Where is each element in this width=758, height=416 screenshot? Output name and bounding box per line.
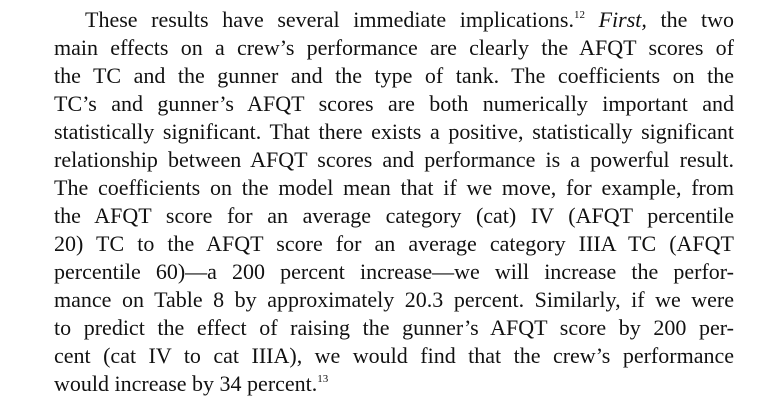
line-14-text: would increase by 34 percent. (54, 371, 318, 396)
text-line-13: cent (cat IV to cat IIIA), we would find that the crew’s performance (54, 343, 734, 368)
text-line-8: the AFQT score for an average category (cat) IV (AFQT percentile (54, 203, 734, 228)
text-line-7: The coefficients on the model mean that if we move, for example, from (54, 175, 734, 200)
text-line-4: TC’s and gunner’s AFQT scores are both numerically important and (54, 91, 734, 116)
line-1-tail: the two (646, 7, 734, 32)
text-line-6: relationship between AFQT scores and performance is a powerful result. (54, 147, 734, 172)
text-line-11: mance on Table 8 by approximately 20.3 percent. Similarly, if we were (54, 287, 734, 312)
text-line-9: 20) TC to the AFQT score for an average category IIIA TC (AFQT (54, 231, 734, 256)
footnote-ref-13[interactable]: 13 (317, 373, 329, 385)
text-line-3: the TC and the gunner and the type of tank. The coefficients on the (54, 63, 734, 88)
text-line-12: to predict the effect of raising the gunner’s AFQT score by 200 per- (54, 315, 734, 340)
line-1-text: These results have several immediate implications. (85, 7, 574, 32)
text-line-1 (85, 6, 734, 34)
text-line-10: percentile 60)—a 200 percent increase—we will increase the perfor- (54, 259, 734, 284)
footnote-ref-12[interactable]: 12 (573, 9, 585, 21)
text-line-2: main effects on a crew’s performance are clearly the AFQT scores of (54, 35, 734, 60)
emphasis-first: First, (598, 7, 647, 32)
text-line-14 (54, 370, 734, 398)
text-line-5: statistically significant. That there exists a positive, statistically significant (54, 119, 734, 144)
